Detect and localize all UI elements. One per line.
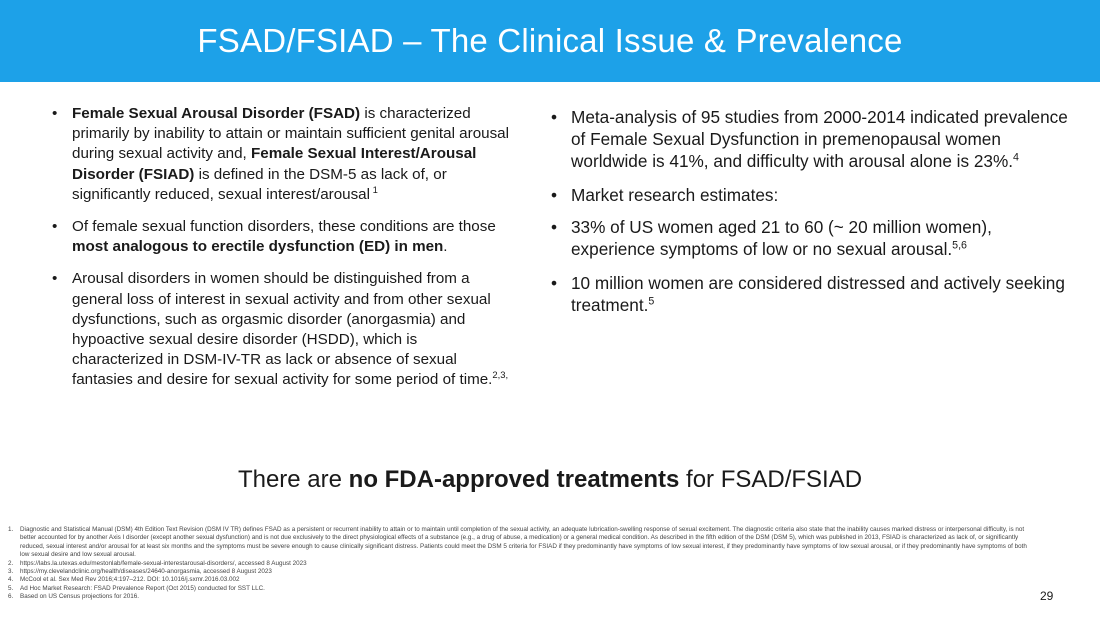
bullet-dot-icon: • — [52, 105, 58, 122]
bullet-seeking-treatment — [551, 272, 1071, 316]
term-fsiad: Female Sexual Interest/Arousal Disorder (FSIAD) — [72, 145, 477, 183]
bullet-text: Meta-analysis of 95 studies from 2000-2014 indicated prevalence of Female Sexual Dysfunction in premenopausal women worldwide is 41%, and difficulty with arousal alone is 23%. — [571, 107, 1068, 171]
bullet-text: is characterized primarily by inability to attain or maintain sufficient genital arousal during sexual activity and, — [72, 105, 509, 163]
bullet-text: Market research estimates: — [571, 185, 779, 205]
bullet-dot-icon: • — [551, 273, 558, 293]
bullet-arousal-distinction — [52, 269, 512, 390]
citation-ref: 5 — [648, 295, 655, 308]
footnote — [8, 593, 1028, 601]
footnote — [8, 576, 1028, 584]
bullet-market-research — [551, 184, 1071, 206]
tagline-text: There are — [237, 466, 349, 493]
footnote-number: 4. — [8, 576, 14, 584]
bullet-us-women-stat — [551, 216, 1071, 260]
bullet-ed-analogy — [52, 217, 512, 257]
page-number: 29 — [1040, 589, 1054, 603]
bullet-text: . — [443, 238, 448, 256]
footnote-text: https://my.clevelandclinic.org/health/diseases/24640-anorgasmia, accessed 8 August 2023 — [20, 568, 272, 576]
footnote-text: Diagnostic and Statistical Manual (DSM) 4th Edition Text Revision (DSM IV TR) defines FSAD as a persistent or recurrent inability to attain or to maintain until completion of the sexual activity, an adequate lubrication-swelling response of sexual excitement. The diagnostic criteria also state that the inability causes marked distress or interpersonal difficulty, is not better accounted for by another Axis I disorder (except another sexual dysfunction) and is not due exclusively to the direct physiological effects of a substance (e.g., a drug of abuse, a medication) or a general medical condition. As described in the fifth edition of the DSM (DSM 5), which was published in 2013, FSIAD is characterized as lack of, or significantly reduced, sexual interest and/or arousal for at least six months and the symptoms must be severe enough to cause clinically significant distress. Patients could meet the DSM 5 criteria for FSIAD if they predominantly have symptoms of low sexual interest, if they predominantly have symptoms of low sexual arousal, or if they predominantly have symptoms of both low sexual desire and low sexual arousal. — [20, 526, 1027, 559]
bullet-text: is defined in the DSM-5 as lack of, or significantly reduced, sexual interest/arousal — [72, 165, 447, 203]
footnote-text: McCool et al. Sex Med Rev 2016;4:197–212. DOI: 10.1016/j.sxmr.2016.03.002 — [20, 576, 240, 584]
footnote-number: 1. — [8, 526, 14, 533]
citation-ref: 1 — [370, 183, 378, 195]
citation-ref: 2,3, — [492, 369, 509, 381]
bullet-emphasis: most analogous to erectile dysfunction (ED) in men — [72, 238, 444, 256]
term-fsad: Female Sexual Arousal Disorder (FSAD) — [72, 105, 361, 122]
bullet-meta-analysis — [551, 106, 1071, 172]
citation-ref: 4 — [1013, 151, 1019, 164]
bullet-fsad-definition — [52, 104, 512, 205]
footnote-number: 2. — [8, 559, 14, 567]
bullet-dot-icon: • — [551, 185, 558, 205]
bullet-text: Of female sexual function disorders, these conditions are those — [72, 218, 496, 236]
bullet-text: Arousal disorders in women should be distinguished from a general loss of interest in sexual activity and from other sexual dysfunctions, such as orgasmic disorder (anorgasmia) and hypoactive sexual desire disorder (HSDD), which is characterized in DSM-IV-TR as lack or absence of sexual fantasies and desire for sexual activity for some period of time. — [72, 270, 493, 389]
tagline-text: for FSAD/FSIAD — [679, 466, 863, 493]
tagline — [0, 466, 1100, 494]
footnote — [8, 560, 1028, 568]
footnote-number: 6. — [8, 593, 14, 601]
bullet-text: 33% of US women aged 21 to 60 (~ 20 million women), experience symptoms of low or no sexual arousal. — [571, 217, 992, 259]
footnote-number: 5. — [8, 584, 14, 592]
bullet-text: 10 million women are considered distressed and actively seeking treatment. — [571, 273, 1065, 315]
citation-ref: 5,6 — [952, 239, 967, 252]
footnote-text: Ad Hoc Market Research: FSAD Prevalence Report (Oct 2015) conducted for SST LLC. — [20, 584, 265, 592]
footnote — [8, 585, 1028, 593]
slide-title: FSAD/FSIAD – The Clinical Issue & Prevalence — [197, 22, 903, 59]
bullet-dot-icon: • — [551, 217, 558, 237]
footnote-number: 3. — [8, 568, 14, 576]
left-column — [52, 104, 512, 403]
tagline-highlight: no FDA-approved treatments — [348, 466, 680, 493]
bullet-dot-icon: • — [551, 107, 558, 127]
bullet-dot-icon: • — [52, 270, 58, 288]
footnote-text: Based on US Census projections for 2016. — [20, 593, 140, 601]
bullet-dot-icon: • — [52, 218, 58, 236]
right-column — [551, 106, 1071, 328]
footnote-text: https://labs.la.utexas.edu/mestonlab/female-sexual-interestarousal-disorders/, accessed 8 August 2023 — [20, 559, 307, 567]
footnotes — [8, 526, 1028, 602]
footnote — [8, 568, 1028, 576]
title-bar — [0, 0, 1100, 82]
footnote — [8, 526, 1028, 560]
